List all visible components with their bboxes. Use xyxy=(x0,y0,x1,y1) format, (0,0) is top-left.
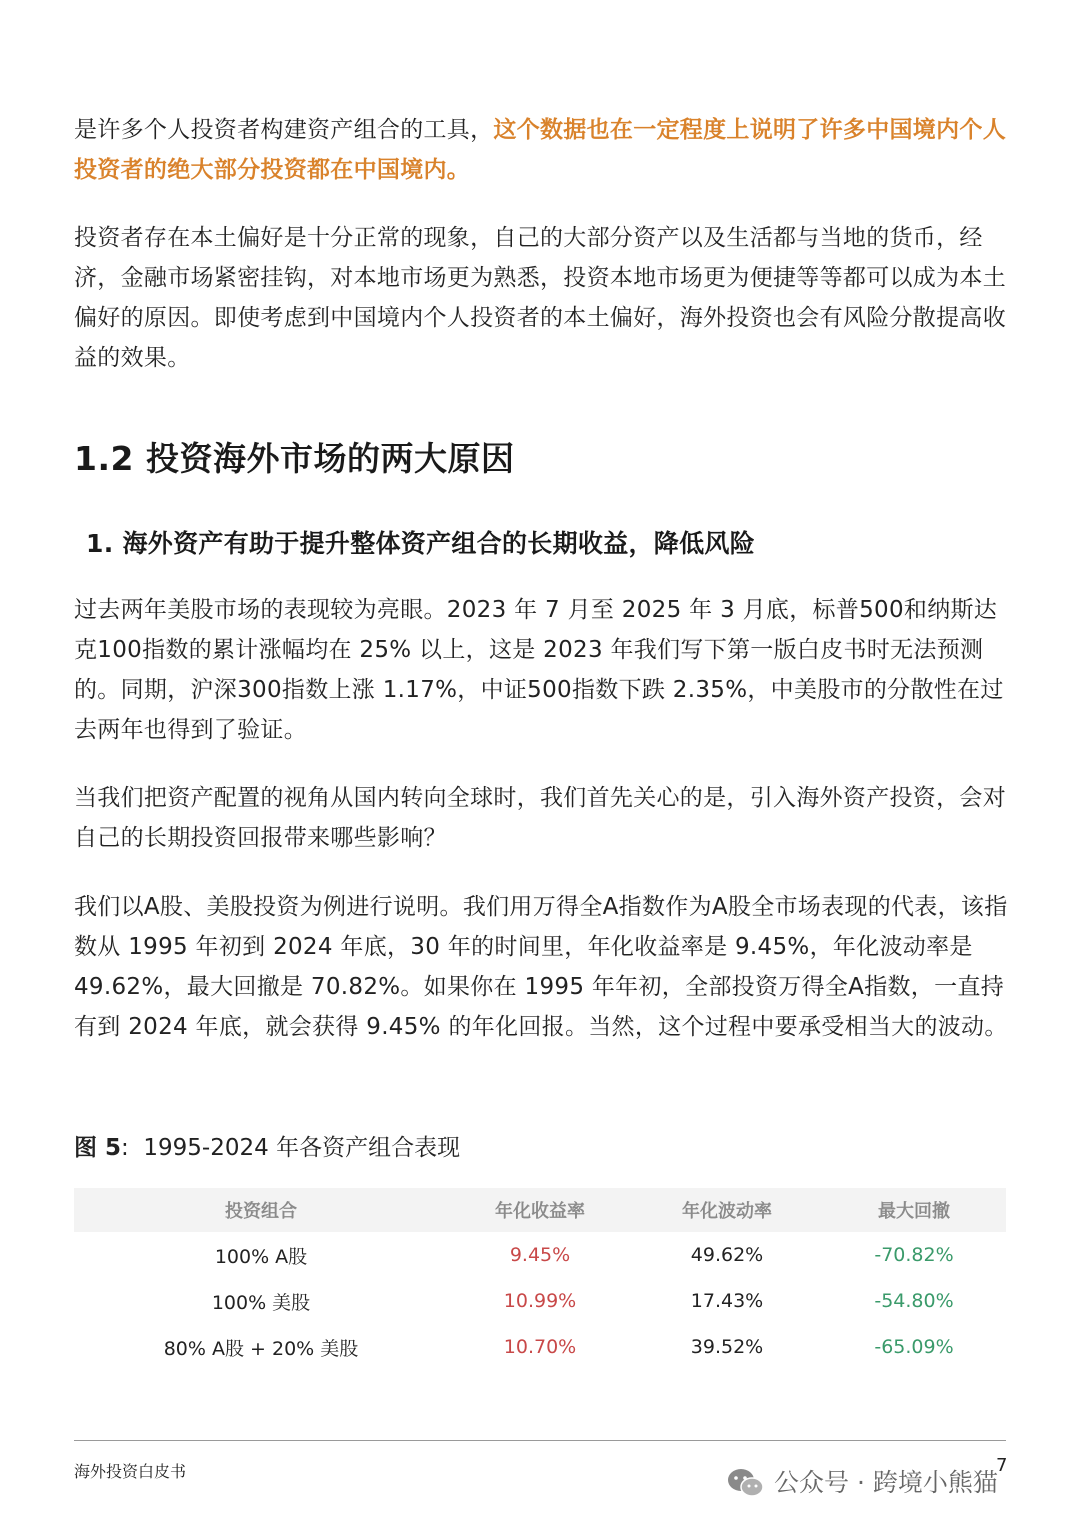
cell-annual-return: 10.99% xyxy=(503,1290,577,1312)
intro-text: 是许多个人投资者构建资产组合的工具， xyxy=(74,117,494,143)
header-annual-return: 年化收益率 xyxy=(495,1201,585,1222)
table-row xyxy=(74,1232,1006,1278)
figure-caption xyxy=(74,1128,460,1168)
watermark-text: 公众号 · 跨境小熊猫 xyxy=(774,1468,998,1497)
home-bias-paragraph: 投资者存在本土偏好是十分正常的现象，自己的大部分资产以及生活都与当地的货币，经济，金融市场紧密挂钩，对本地市场更为熟悉，投资本地市场更为便捷等等都可以成为本土偏好的原因。即使考虑到中国境内个人投资者的本土偏好，海外投资也会有风险分散提高收益的效果。 xyxy=(74,225,1006,371)
cell-volatility: 39.52% xyxy=(690,1336,764,1358)
table-row xyxy=(74,1324,1006,1370)
table-row xyxy=(74,1278,1006,1324)
cell-max-drawdown: -54.80% xyxy=(874,1290,954,1312)
page-number: 7 xyxy=(996,1455,1008,1476)
wechat-icon xyxy=(726,1466,766,1500)
cell-portfolio: 80% A股 + 20% 美股 xyxy=(163,1337,359,1360)
header-volatility: 年化波动率 xyxy=(682,1201,772,1222)
cell-portfolio: 100% A股 xyxy=(214,1245,308,1268)
us-market-paragraph: 过去两年美股市场的表现较为亮眼。2023 年 7 月至 2025 年 3 月底，标普500和纳斯达克100指数的累计涨幅均在 25% 以上，这是 2023 年我们写下第一版白皮书时无法预测的。同期，沪深300指数上涨 1.17%，中证500指数下跌 2.35%，中美股市的分散性在过去两年也得到了验证。 xyxy=(74,597,1004,743)
footer-title: 海外投资白皮书 xyxy=(74,1462,187,1481)
header-max-drawdown: 最大回撤 xyxy=(878,1201,950,1222)
footer-divider xyxy=(74,1440,1006,1441)
section-title: 1.2 投资海外市场的两大原因 xyxy=(74,439,515,478)
cell-portfolio: 100% 美股 xyxy=(211,1291,311,1314)
cell-max-drawdown: -70.82% xyxy=(874,1244,954,1266)
intro-highlight: 这个数据也在一定程度上说明了许多中国境内个人投资者的绝大部分投资都在中国境内。 xyxy=(74,117,1007,183)
subsection-title: 1. 海外资产有助于提升整体资产组合的长期收益，降低风险 xyxy=(86,529,755,558)
intro-paragraph xyxy=(74,110,1010,190)
table-header xyxy=(74,1188,1006,1232)
cell-volatility: 49.62% xyxy=(690,1244,764,1266)
figure-separator: : xyxy=(121,1135,129,1161)
figure-caption-text: 1995-2024 年各资产组合表现 xyxy=(143,1135,461,1161)
cell-annual-return: 9.45% xyxy=(509,1244,571,1266)
global-view-paragraph: 当我们把资产配置的视角从国内转向全球时，我们首先关心的是，引入海外资产投资，会对自己的长期投资回报带来哪些影响？ xyxy=(74,785,1006,851)
watermark xyxy=(726,1466,998,1500)
cell-annual-return: 10.70% xyxy=(503,1336,577,1358)
cell-max-drawdown: -65.09% xyxy=(874,1336,954,1358)
cell-volatility: 17.43% xyxy=(690,1290,764,1312)
figure-number: 图 5 xyxy=(74,1135,122,1161)
example-paragraph: 我们以A股、美股投资为例进行说明。我们用万得全A指数作为A股全市场表现的代表，该指数从 1995 年初到 2024 年底，30 年的时间里，年化收益率是 9.45%，年化波动率是 49.62%，最大回撤是 70.82%。如果你在 1995 年年初，全部投资万得全A指数，一直持有到 2024 年底，就会获得 9.45% 的年化回报。当然，这个过程中要承受相当大的波动。 xyxy=(74,894,1008,1040)
portfolio-table xyxy=(74,1188,1006,1370)
header-portfolio: 投资组合 xyxy=(225,1201,297,1222)
